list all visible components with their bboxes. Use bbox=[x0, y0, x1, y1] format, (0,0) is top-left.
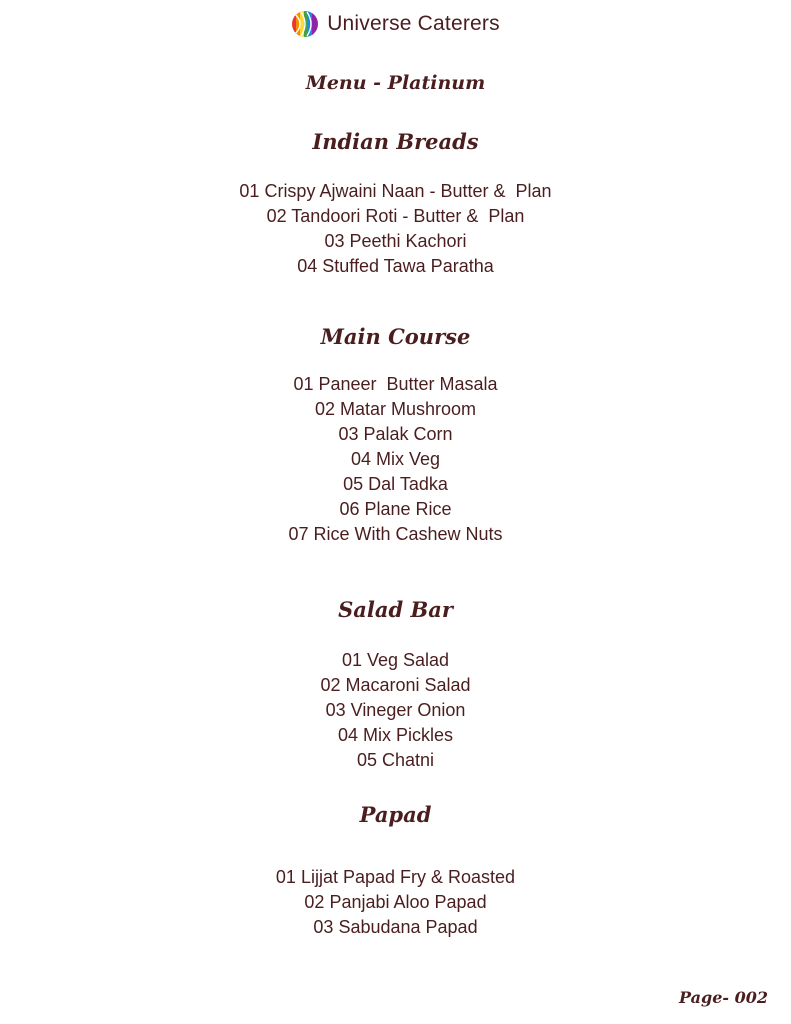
section-items-main-course bbox=[0, 372, 791, 547]
list-item: 03 Sabudana Papad bbox=[313, 917, 478, 937]
list-item: 01 Veg Salad bbox=[341, 650, 450, 670]
list-item: 02 Tandoori Roti - Butter & Plan bbox=[266, 206, 525, 226]
list-item: 04 Mix Veg bbox=[350, 449, 441, 469]
list-item: 01 Lijjat Papad Fry & Roasted bbox=[275, 867, 516, 887]
company-name: Universe Caterers bbox=[327, 12, 500, 35]
menu-title: Menu - Platinum bbox=[305, 72, 486, 94]
section-items-indian-breads bbox=[0, 179, 791, 279]
list-item: 07 Rice With Cashew Nuts bbox=[288, 524, 503, 544]
list-item: 04 Stuffed Tawa Paratha bbox=[297, 256, 494, 276]
section-title-main-course: Main Course bbox=[320, 324, 471, 349]
list-item: 06 Plane Rice bbox=[339, 499, 452, 519]
list-item: 02 Panjabi Aloo Papad bbox=[304, 892, 487, 912]
section-title-papad: Papad bbox=[359, 802, 432, 827]
list-item: 01 Paneer Butter Masala bbox=[293, 374, 498, 394]
rainbow-globe-icon bbox=[291, 10, 319, 38]
brand-header bbox=[0, 10, 791, 38]
list-item: 02 Macaroni Salad bbox=[320, 675, 471, 695]
section-items-salad-bar bbox=[0, 648, 791, 773]
list-item: 05 Dal Tadka bbox=[343, 474, 448, 494]
page-number: Page- 002 bbox=[679, 988, 768, 1007]
list-item: 03 Palak Corn bbox=[338, 424, 453, 444]
list-item: 04 Mix Pickles bbox=[337, 725, 454, 745]
list-item: 05 Chatni bbox=[356, 750, 435, 770]
section-items-papad bbox=[0, 865, 791, 940]
section-title-salad-bar: Salad Bar bbox=[338, 597, 453, 622]
list-item: 01 Crispy Ajwaini Naan - Butter & Plan bbox=[239, 181, 552, 201]
list-item: 03 Vineger Onion bbox=[325, 700, 466, 720]
section-title-indian-breads: Indian Breads bbox=[312, 129, 479, 154]
list-item: 02 Matar Mushroom bbox=[314, 399, 477, 419]
list-item: 03 Peethi Kachori bbox=[324, 231, 467, 251]
